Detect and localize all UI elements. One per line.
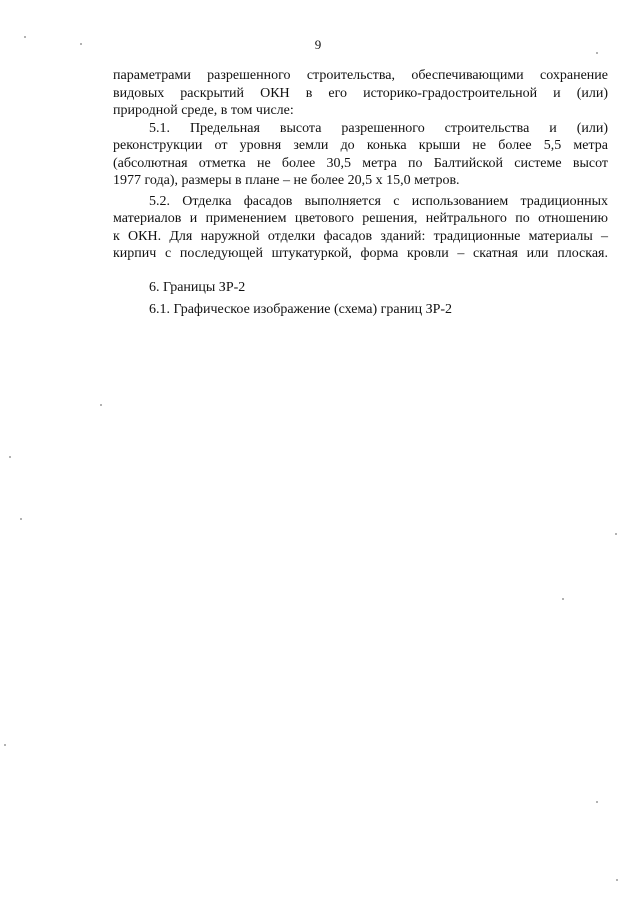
scan-speck bbox=[24, 36, 26, 38]
text-line: 1977 года), размеры в плане – не более 20,5 х 15,0 метров. bbox=[113, 173, 460, 188]
text-line: реконструкции от уровня земли до конька крыши не более 5,5 метра bbox=[113, 138, 608, 153]
scan-speck bbox=[615, 533, 617, 535]
text-line: кирпич с последующей штукатуркой, форма кровли – скатная или плоская. bbox=[113, 246, 608, 261]
scan-speck bbox=[100, 404, 102, 406]
intro-paragraph bbox=[113, 67, 608, 120]
scan-speck bbox=[562, 598, 564, 600]
text-line: 5.1. Предельная высота разрешенного строительства и (или) bbox=[149, 120, 608, 136]
scan-speck bbox=[4, 744, 6, 746]
text-line: видовых раскрытий ОКН в его историко-градостроительной и (или) bbox=[113, 85, 608, 101]
page-body bbox=[113, 67, 608, 319]
page-number: 9 bbox=[314, 37, 322, 52]
text-line: материалов и применением цветового решения, нейтрального по отношению bbox=[113, 211, 608, 226]
text-line: 5.2. Отделка фасадов выполняется с использованием традиционных bbox=[149, 193, 608, 209]
text-line: параметрами разрешенного строительства, обеспечивающими сохранение bbox=[113, 68, 608, 83]
paragraph-5-1 bbox=[113, 120, 608, 190]
scan-speck bbox=[80, 43, 82, 45]
section-heading: 6. Границы ЗР-2 bbox=[149, 279, 246, 295]
text-line: к ОКН. Для наружной отделки фасадов зданий: традиционные материалы – bbox=[113, 228, 608, 244]
text-line: природной среде, в том числе: bbox=[113, 103, 294, 118]
subsection-heading: 6.1. Графическое изображение (схема) границ ЗР-2 bbox=[149, 302, 453, 317]
text-line: (абсолютная отметка не более 30,5 метра по Балтийской системе высот bbox=[113, 155, 608, 171]
paragraph-5-2 bbox=[113, 193, 608, 263]
scan-speck bbox=[616, 879, 618, 881]
scan-speck bbox=[20, 518, 22, 520]
scan-speck bbox=[596, 52, 598, 54]
scan-speck bbox=[596, 801, 598, 803]
scan-speck bbox=[9, 456, 11, 458]
